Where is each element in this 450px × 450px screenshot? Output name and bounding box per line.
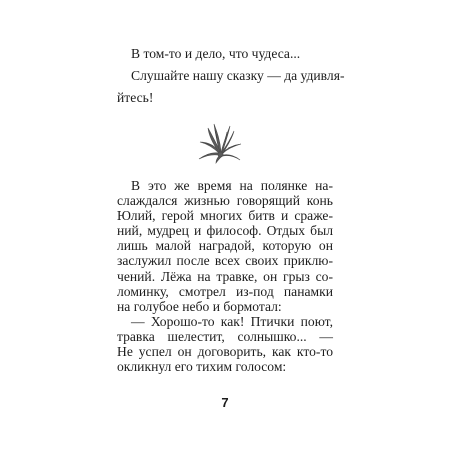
body-line-11: травка шелестит, солнышко... — bbox=[117, 328, 333, 344]
body-line-1: В это же время на полянке на- bbox=[131, 178, 333, 193]
leafy-sprig-ornament-icon bbox=[196, 118, 244, 164]
body-line-10: — Хорошо-то как! Птички поют, bbox=[131, 313, 333, 329]
body-line-8: ломинку, смотрел из-под панамки bbox=[117, 283, 333, 299]
intro-line-3: йтесь! bbox=[117, 90, 154, 105]
body-line-7: чений. Лёжа на травке, он грыз со- bbox=[117, 268, 333, 284]
body-line-9: на голубое небо и бормотал: bbox=[117, 298, 282, 314]
intro-line-2: Слушайте нашу сказку — да удивля- bbox=[131, 68, 345, 83]
body-line-12: Не успел он договорить, как кто-то bbox=[117, 343, 333, 359]
body-line-13: окликнул его тихим голосом: bbox=[117, 359, 287, 374]
page-number: 7 bbox=[221, 395, 229, 410]
intro-line-1: В том-то и дело, что чудеса... bbox=[131, 46, 301, 61]
body-line-3: Юлий, герой многих битв и сраже- bbox=[117, 208, 333, 224]
body-line-5: лишь малой наградой, которую он bbox=[117, 238, 333, 254]
body-line-4: ний, мудрец и философ. Отдых был bbox=[117, 223, 333, 239]
body-line-2: слаждался жизнью говорящий конь bbox=[117, 193, 333, 209]
body-line-6: заслужил после всех своих приклю- bbox=[117, 253, 333, 269]
